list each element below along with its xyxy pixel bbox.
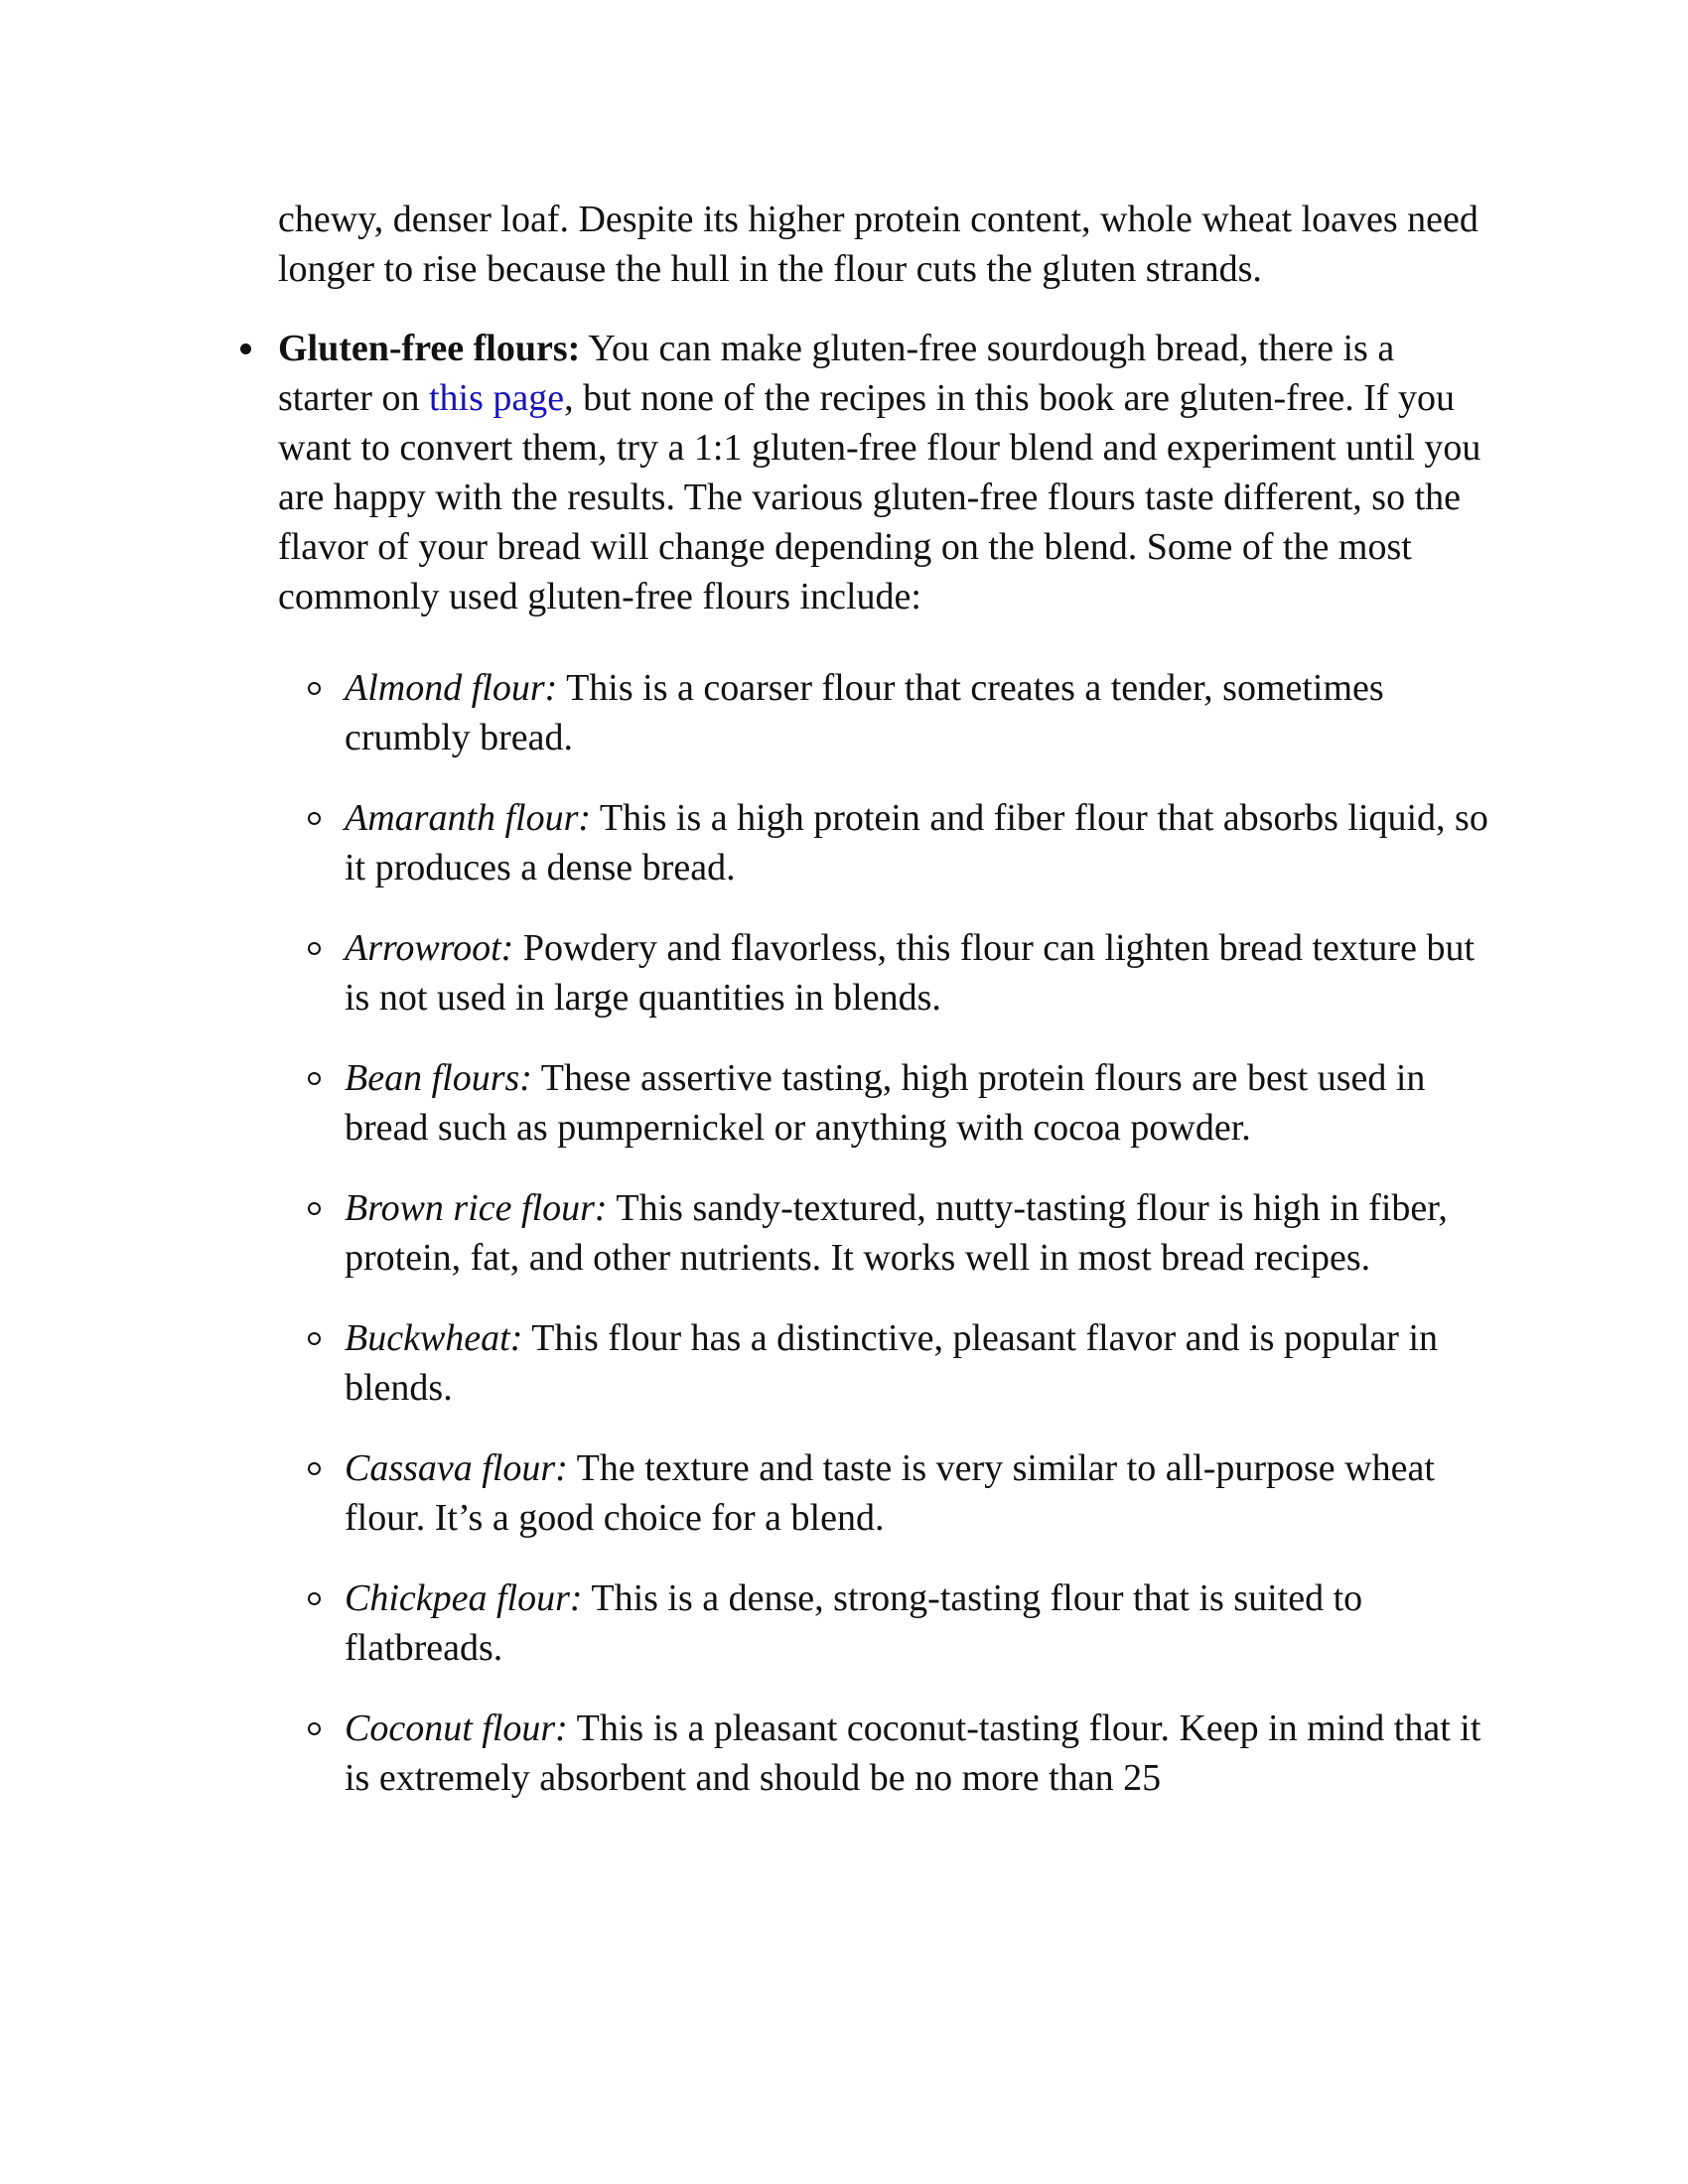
gluten-free-flours-sublist	[278, 663, 1489, 1803]
bullet-circle-icon	[308, 1202, 321, 1215]
continuation-paragraph: chewy, denser loaf. Despite its higher protein content, whole wheat loaves need longer to rise because the hull in the flour cuts the gluten strands.	[278, 199, 1478, 290]
gluten-free-text-intro: You can make gluten-free sourdough bread, there is a starter on	[278, 328, 1395, 419]
flour-name: Brown rice flour:	[345, 1187, 608, 1229]
flour-description: This is a dense, strong-tasting flour that is suited to flatbreads.	[345, 1577, 1363, 1669]
list-item-gluten-free-flours	[278, 324, 1489, 1803]
flour-name: Coconut flour:	[345, 1707, 568, 1749]
flour-types-list	[278, 324, 1489, 1803]
flour-description: This is a pleasant coconut-tasting flour. Keep in mind that it is extremely absorbent and should be no more than 25	[345, 1707, 1481, 1799]
sublist-item-buckwheat	[345, 1313, 1489, 1413]
flour-description: This is a high protein and fiber flour that absorbs liquid, so it produces a dense bread.	[345, 797, 1488, 888]
flour-name: Bean flours:	[345, 1057, 532, 1099]
page-content	[278, 195, 1489, 1834]
bullet-disc-icon	[240, 343, 251, 354]
bullet-circle-icon	[308, 1722, 321, 1735]
flour-name: Chickpea flour:	[345, 1577, 583, 1619]
flour-name: Cassava flour:	[345, 1447, 568, 1489]
flour-description: The texture and taste is very similar to all-purpose wheat flour. It’s a good choice for a blend.	[345, 1447, 1435, 1539]
flour-description: This is a coarser flour that creates a tender, sometimes crumbly bread.	[345, 667, 1384, 758]
flour-name: Almond flour:	[345, 667, 558, 709]
flour-description: Powdery and flavorless, this flour can lighten bread texture but is not used in large quantities in blends.	[345, 927, 1476, 1019]
flour-name: Amaranth flour:	[345, 797, 592, 839]
sublist-item-chickpea-flour	[345, 1573, 1489, 1673]
sublist-item-amaranth-flour	[345, 793, 1489, 892]
sublist-item-cassava-flour	[345, 1443, 1489, 1543]
flour-description: These assertive tasting, high protein flours are best used in bread such as pumpernickel or anything with cocoa powder.	[345, 1057, 1426, 1149]
flour-description: This flour has a distinctive, pleasant flavor and is popular in blends.	[345, 1317, 1439, 1409]
bullet-circle-icon	[308, 1462, 321, 1475]
bullet-circle-icon	[308, 1592, 321, 1605]
sublist-item-coconut-flour	[345, 1704, 1489, 1803]
sublist-item-bean-flours	[345, 1053, 1489, 1153]
bullet-circle-icon	[308, 682, 321, 695]
bullet-circle-icon	[308, 1332, 321, 1345]
sublist-item-brown-rice-flour	[345, 1183, 1489, 1283]
flour-name: Arrowroot:	[345, 927, 514, 969]
flour-name: Buckwheat:	[345, 1317, 523, 1359]
sublist-item-arrowroot	[345, 923, 1489, 1023]
bullet-circle-icon	[308, 942, 321, 955]
gluten-free-label: Gluten-free flours:	[278, 328, 581, 369]
bullet-circle-icon	[308, 1072, 321, 1085]
gluten-free-text-rest: , but none of the recipes in this book are gluten-free. If you want to convert them, try a 1:1 gluten-free flour blend and experiment until you are happy with the results. The various gluten-free flours taste different, so the flavor of your bread will change depending on the blend. Some of the most commonly used gluten-free flours include:	[278, 377, 1481, 617]
this-page-link[interactable]: this page	[428, 377, 565, 419]
bullet-circle-icon	[308, 812, 321, 825]
sublist-item-almond-flour	[345, 663, 1489, 762]
flour-description: This sandy-textured, nutty-tasting flour is high in fiber, protein, fat, and other nutrients. It works well in most bread recipes.	[345, 1187, 1448, 1279]
